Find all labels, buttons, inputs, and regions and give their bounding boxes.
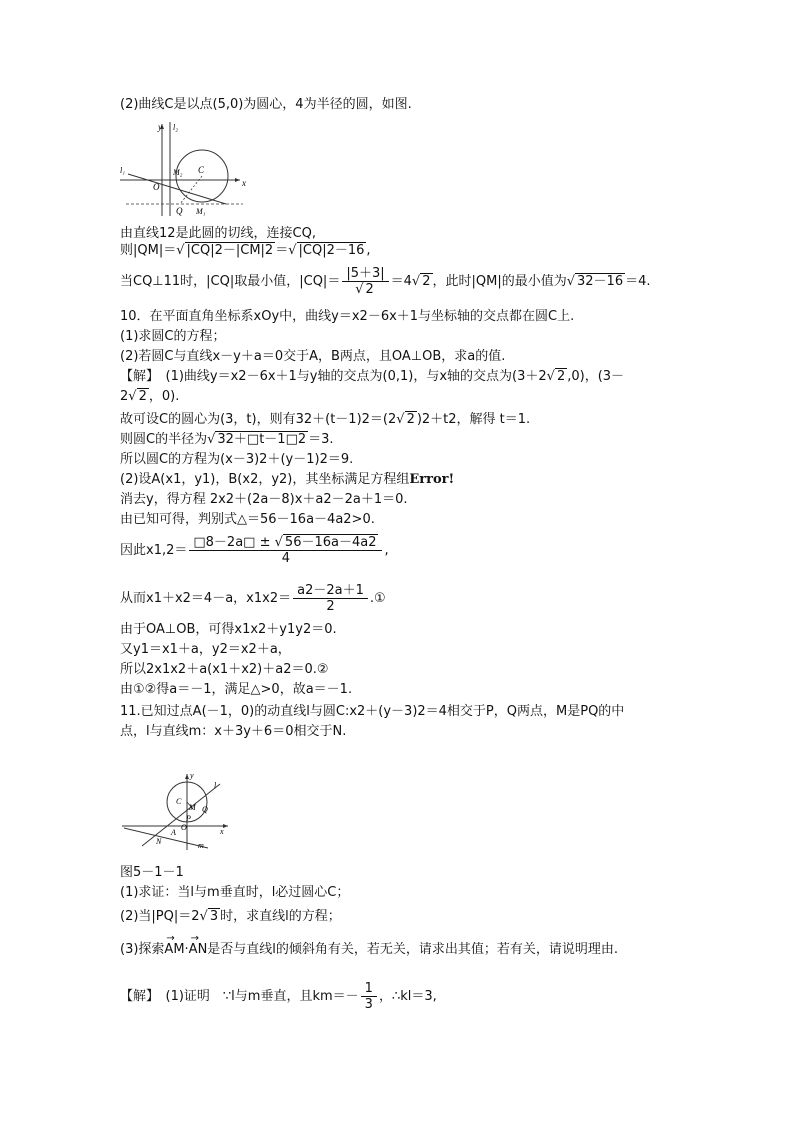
sqrt-expression: √ 3 bbox=[199, 909, 219, 924]
moving-line-figure bbox=[120, 768, 236, 852]
error-text: Error! bbox=[409, 472, 455, 487]
vector-an: → AN bbox=[189, 942, 208, 958]
text-segment: (3)探索 bbox=[120, 942, 165, 957]
fraction bbox=[293, 583, 368, 614]
text-segment: ，此时|QM|的最小值为 bbox=[432, 274, 567, 289]
text-segment: ，∴kl＝3, bbox=[378, 989, 437, 1004]
line-m bbox=[124, 828, 208, 848]
fig1-label-m1: M₁ bbox=[196, 207, 206, 216]
text-segment: )2＋t2，解得 t＝1. bbox=[416, 412, 531, 427]
text-segment: 【解】 (1)证明 ∵l与m垂直，且km＝－ bbox=[120, 989, 359, 1004]
text-segment: 故可设C的圆心为(3，t)，则有32＋(t－1)2＝(2 bbox=[120, 412, 397, 427]
numerator: |5＋3| bbox=[342, 266, 388, 282]
text-line bbox=[120, 389, 179, 405]
text-line: 所以2x1x2＋a(x1＋x2)＋a2＝0.② bbox=[120, 662, 329, 677]
line-l1 bbox=[128, 174, 226, 204]
fig2-label-m: M bbox=[189, 803, 196, 812]
text-line: 点，l与直线m：x＋3y＋6＝0相交于N. bbox=[120, 724, 347, 739]
sqrt-expression: √ 2 bbox=[396, 412, 415, 427]
sqrt-expression: √ 2 bbox=[411, 274, 431, 289]
fig1-label-m2: M₂ bbox=[173, 168, 183, 177]
question-10: 10．在平面直角坐标系xOy中，曲线y＝x2－6x＋1与坐标轴的交点都在圆C上. bbox=[120, 309, 575, 324]
text-segment: 从而x1＋x2＝4－a，x1x2＝ bbox=[120, 591, 292, 606]
radicand: 3 bbox=[209, 909, 219, 924]
text-segment: ＝4. bbox=[625, 274, 651, 289]
fig2-label-q: Q bbox=[202, 805, 208, 814]
fraction bbox=[189, 535, 382, 566]
numerator bbox=[189, 535, 382, 551]
text-segment: (2)当|PQ|＝2 bbox=[120, 909, 200, 924]
sqrt-expression: √ |CQ|2－16 bbox=[288, 243, 365, 258]
fig2-label-x: x bbox=[220, 827, 224, 836]
text-segment: 【解】 (1)曲线y＝x2－6x＋1与y轴的交点为(0,1)，与x轴的交点为(3＋2 bbox=[120, 369, 547, 384]
sqrt-expression: √ 32＋□t－1□2 bbox=[207, 432, 307, 447]
sqrt-expression: √ 32－16 bbox=[566, 274, 624, 289]
text-segment: , bbox=[366, 243, 371, 258]
text-line: (2)若圆C与直线x－y＋a＝0交于A，B两点，且OA⊥OB，求a的值. bbox=[120, 349, 506, 364]
text-line bbox=[120, 432, 334, 448]
text-segment: 时，求直线l的方程； bbox=[220, 909, 341, 924]
text-segment: 是否与直线l的倾斜角有关，若无关，请求出其值；若有关，请说明理由. bbox=[207, 942, 619, 957]
sqrt-expression: √ |CQ|2－|CM|2 bbox=[176, 243, 274, 258]
fig2-label-a: A bbox=[171, 828, 176, 837]
fig2-label-n: N bbox=[156, 837, 162, 846]
sqrt-expression: √ 2 bbox=[128, 389, 147, 404]
denominator: 4 bbox=[281, 551, 291, 566]
line-l bbox=[142, 784, 220, 846]
fig1-label-c: C bbox=[198, 165, 205, 175]
fig2-label-y: y bbox=[190, 771, 194, 780]
fig2-label-l: l bbox=[214, 781, 217, 790]
radicand: 32＋□t－1□2 bbox=[217, 432, 307, 447]
text-segment: , bbox=[384, 543, 389, 558]
text-line: 所以圆C的方程为(x－3)2＋(y－1)2＝9. bbox=[120, 452, 354, 467]
text-line bbox=[120, 266, 651, 297]
fig2-label-m-line: m bbox=[198, 841, 204, 850]
fig1-label-y: y bbox=[158, 122, 162, 132]
denominator: √ 2 bbox=[355, 282, 374, 297]
text-line: (2)曲线C是以点(5,0)为圆心，4为半径的圆，如图. bbox=[120, 97, 412, 112]
fig1-label-l2: l₂ bbox=[173, 123, 179, 132]
text-line bbox=[120, 243, 371, 259]
text-line bbox=[120, 412, 530, 428]
vector-am: → AM bbox=[164, 942, 184, 958]
text-line: 由①②得a＝－1，满足△>0，故a＝－1. bbox=[120, 682, 353, 697]
radicand: 2 bbox=[556, 369, 566, 384]
text-line bbox=[120, 980, 437, 1014]
text-segment: 则圆C的半径为 bbox=[120, 432, 208, 447]
text-segment: □8－2a□ ± bbox=[193, 535, 271, 550]
circle-tangent-figure bbox=[118, 118, 248, 218]
fig1-label-o: O bbox=[153, 182, 160, 192]
radicand: |CQ|2－|CM|2 bbox=[186, 243, 274, 258]
text-line bbox=[120, 369, 624, 385]
text-segment: ＝3. bbox=[308, 432, 334, 447]
fig1-label-q: Q bbox=[176, 206, 183, 216]
numerator: a2－2a＋1 bbox=[293, 583, 368, 599]
text-segment: 2 bbox=[120, 389, 129, 404]
fig2-label-c: C bbox=[176, 797, 182, 806]
text-line bbox=[120, 534, 389, 568]
fig1-label-x: x bbox=[242, 178, 246, 188]
fraction bbox=[361, 981, 377, 1012]
numerator: 1 bbox=[361, 981, 377, 997]
text-segment: (2)设A(x1，y1)，B(x2，y2)，其坐标满足方程组 bbox=[120, 472, 410, 487]
fraction bbox=[342, 266, 388, 297]
text-line: (1)求证：当l与m垂直时，l必过圆心C； bbox=[120, 885, 350, 900]
text-line bbox=[120, 582, 386, 616]
text-segment: ,0)，(3－ bbox=[567, 369, 625, 384]
sqrt-expression: √ 56－16a－4a2 bbox=[274, 535, 377, 550]
text-line: 消去y，得方程 2x2＋(2a－8)x＋a2－2a＋1＝0. bbox=[120, 492, 408, 507]
text-line bbox=[120, 472, 454, 488]
question-11: 11.已知过点A(－1，0)的动直线l与圆C:x2＋(y－3)2＝4相交于P，Q两点，M是PQ的中 bbox=[120, 704, 625, 719]
text-line: 由直线12是此圆的切线，连接CQ, bbox=[120, 226, 316, 241]
text-segment: 因此x1,2＝ bbox=[120, 543, 188, 558]
radicand: 2 bbox=[365, 282, 374, 297]
radicand: 56－16a－4a2 bbox=[284, 535, 377, 550]
text-segment: 则|QM|＝ bbox=[120, 243, 177, 258]
radicand: |CQ|2－16 bbox=[298, 243, 365, 258]
radicand: 2 bbox=[138, 389, 147, 404]
text-segment: ＝4 bbox=[390, 274, 412, 289]
text-line: 又y1＝x1＋a，y2＝x2＋a， bbox=[120, 642, 291, 657]
denominator: 3 bbox=[364, 997, 373, 1012]
radicand: 2 bbox=[406, 412, 415, 427]
text-line bbox=[120, 909, 341, 925]
text-segment: ，0). bbox=[148, 389, 180, 404]
text-line: 由已知可得，判别式△＝56－16a－4a2>0. bbox=[120, 512, 375, 527]
text-segment: ＝ bbox=[275, 243, 289, 258]
text-segment: · bbox=[184, 942, 189, 957]
figure-caption: 图5－1－1 bbox=[120, 865, 184, 880]
radicand: 32－16 bbox=[577, 274, 624, 289]
sqrt-expression: √ 2 bbox=[546, 369, 566, 384]
text-line bbox=[120, 942, 618, 958]
text-line: (1)求圆C的方程； bbox=[120, 329, 226, 344]
text-segment: .① bbox=[369, 591, 386, 606]
text-segment: 当CQ⊥11时，|CQ|取最小值，|CQ|＝ bbox=[120, 274, 341, 289]
text-line: 由于OA⊥OB，可得x1x2＋y1y2＝0. bbox=[120, 622, 337, 637]
radicand: 2 bbox=[422, 274, 431, 289]
denominator: 2 bbox=[326, 599, 335, 614]
fig2-label-p: P bbox=[186, 814, 191, 823]
fig1-label-l1: l₁ bbox=[120, 166, 126, 175]
fig2-label-o: O bbox=[181, 823, 187, 832]
